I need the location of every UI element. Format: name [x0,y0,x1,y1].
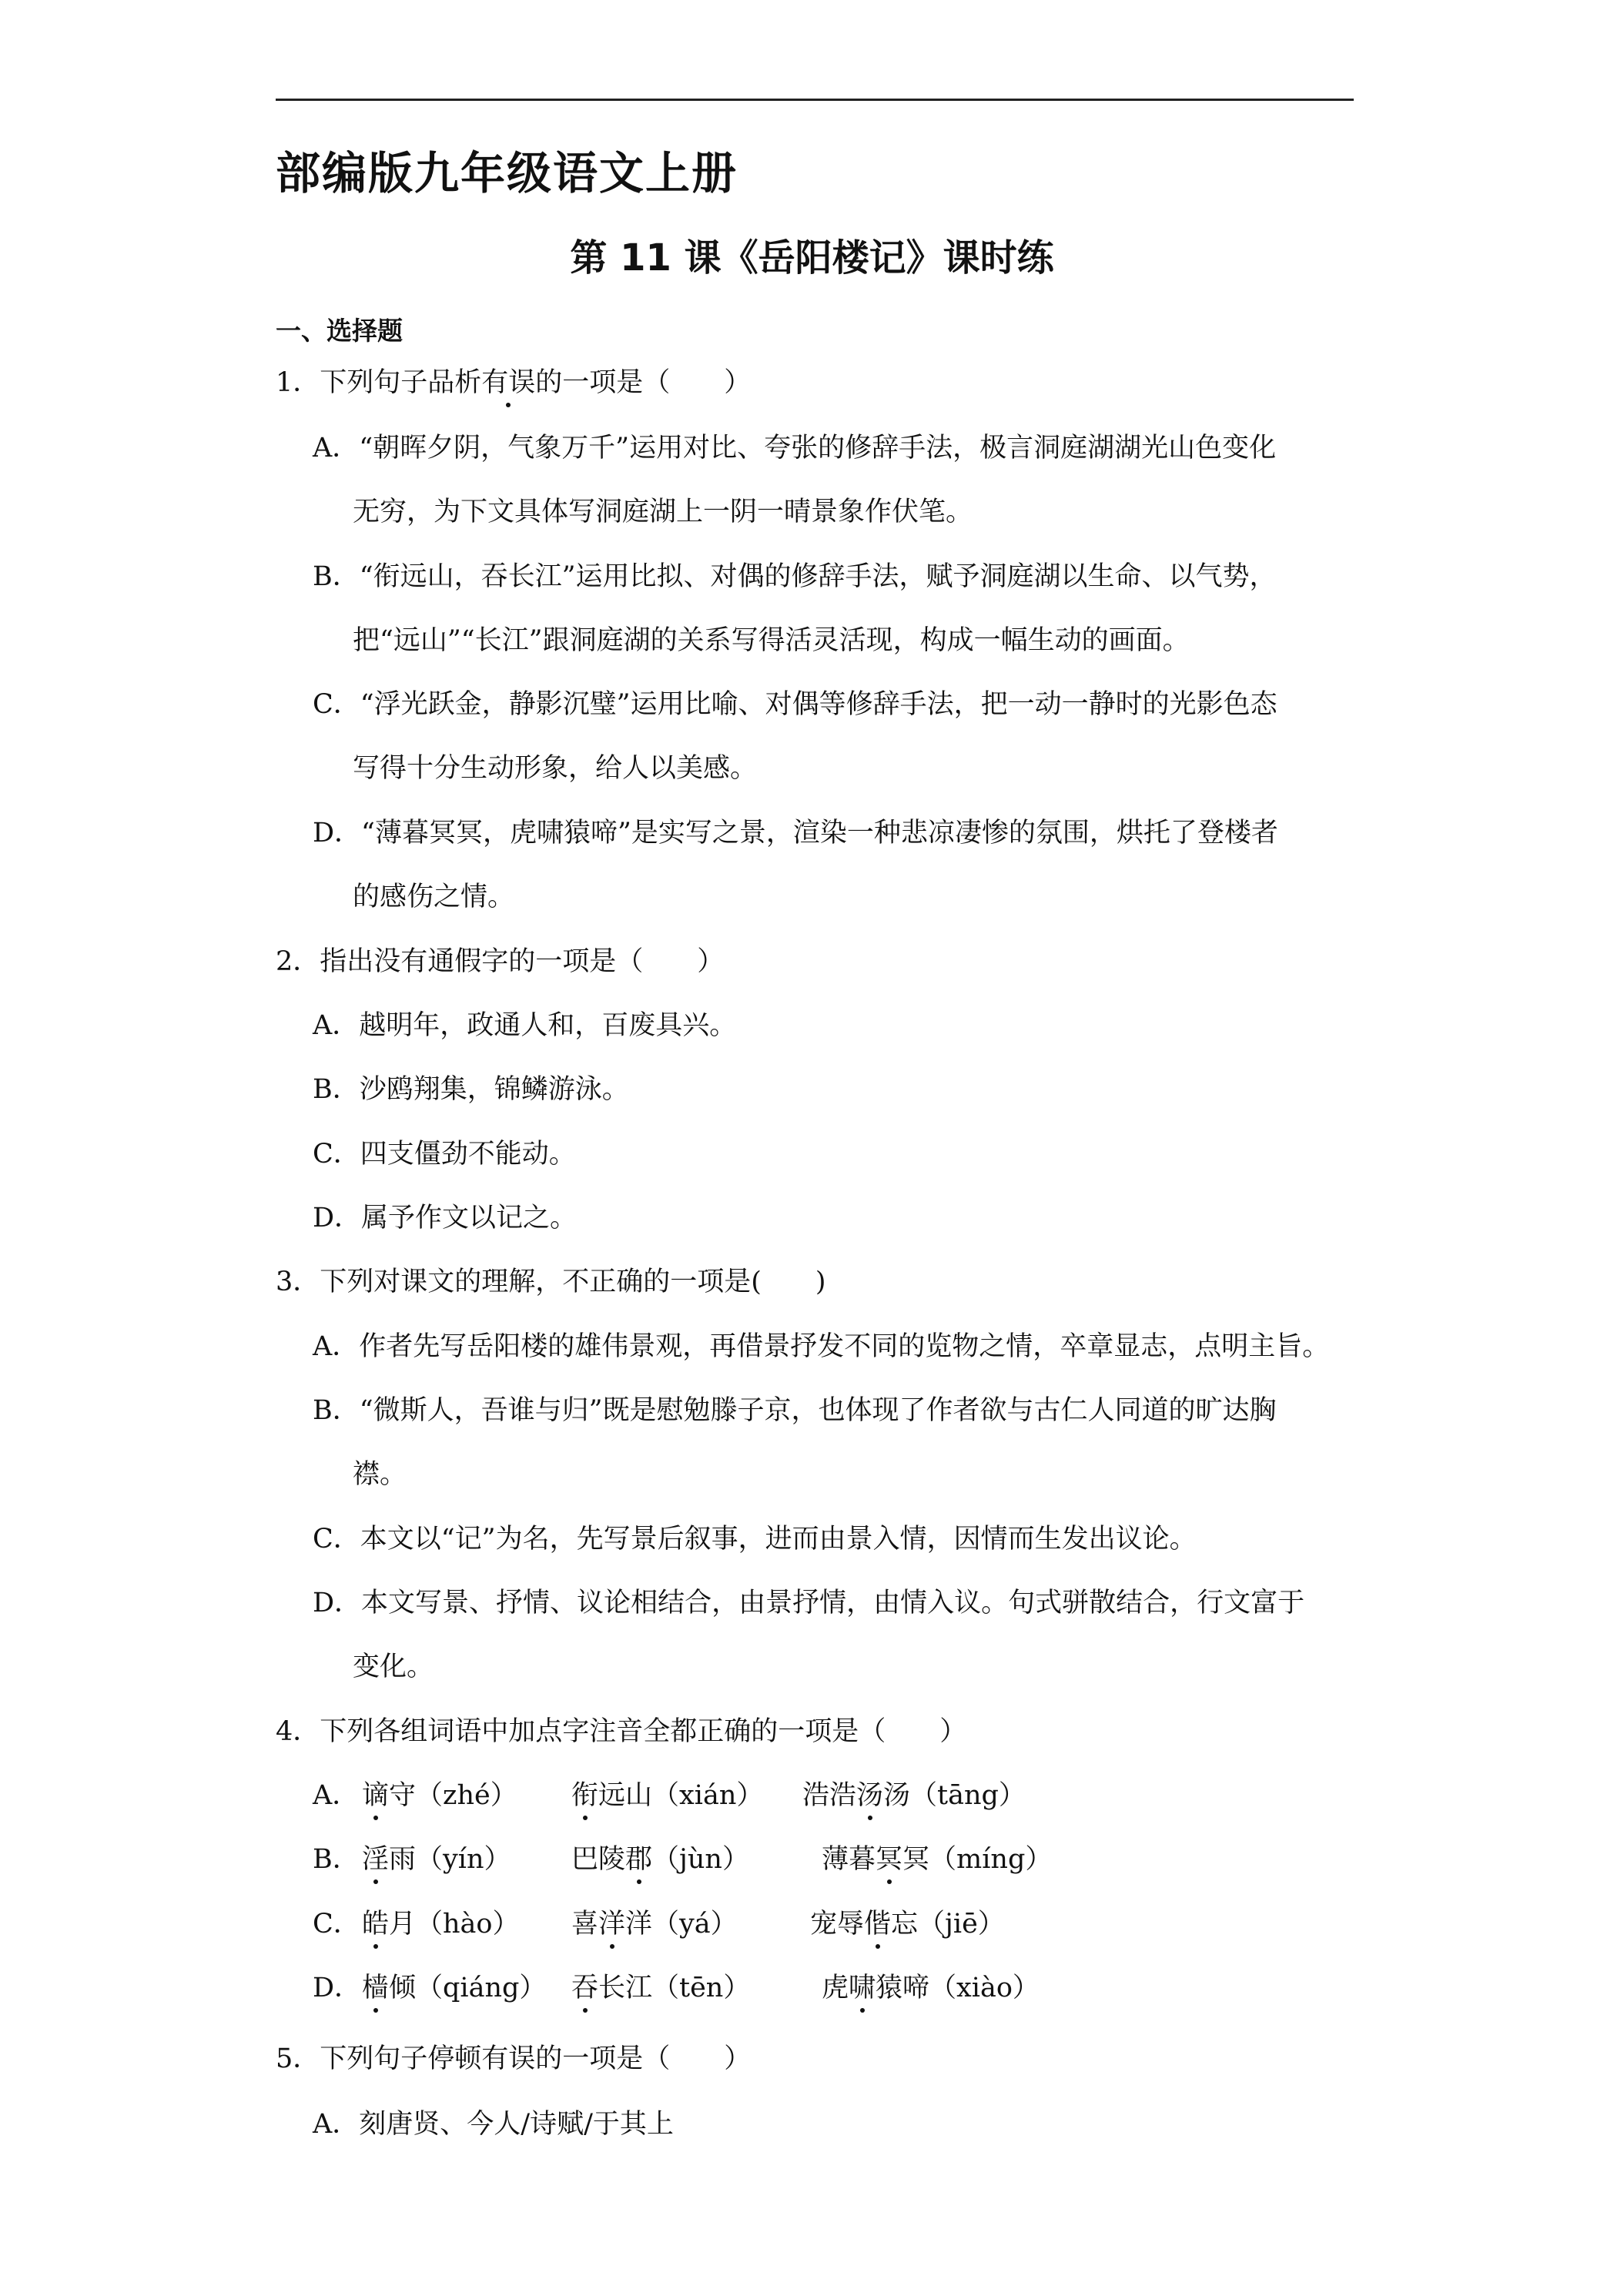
pinyin-item: 巴陵郡（jùn） [571,1844,749,1875]
question-2-stem: 2．指出没有通假字的一项是（ ） [276,946,725,977]
pinyin-item: 樯倾（qiáng） [362,1973,547,2003]
question-3-stem: 3．下列对课文的理解，不正确的一项是( ) [276,1267,826,1297]
dotted-character: 偕 [864,1909,892,1940]
question-4-option-a: A． 谪守（zhé） 衔远山（xián） 浩浩汤汤（tāng） [313,1780,1026,1811]
dotted-character: 衔 [571,1780,599,1811]
question-2-option-c: C．四支僵劲不能动。 [313,1139,576,1170]
dotted-character: 汤 [856,1780,884,1811]
question-3-option-d-cont: 变化。 [353,1652,434,1682]
question-4-option-d: D．樯倾（qiáng） 吞长江（tēn） 虎啸猿啼（xiào） [313,1973,1040,2003]
question-3-option-b-cont: 襟。 [353,1459,407,1490]
pinyin-item: 衔远山（xián） [571,1780,764,1811]
top-rule [276,99,1354,101]
dotted-character: 郡 [625,1844,653,1875]
dotted-character: 谪 [362,1780,390,1811]
dotted-character: 樯 [362,1973,390,2003]
question-4-stem: 4．下列各组词语中加点字注音全都正确的一项是（ ） [276,1716,967,1747]
question-5-option-a: A．刻唐贤、今人/诗赋/于其上 [313,2109,674,2140]
question-2-option-d: D．属予作文以记之。 [313,1203,578,1233]
dotted-character: 冥 [876,1844,903,1875]
question-3-option-b: B．“微斯人，吾谁与归”既是慰勉滕子京，也体现了作者欲与古仁人同道的旷达胸 [313,1395,1277,1426]
dotted-character: 啸 [849,1973,876,2003]
question-1-option-d: D．“薄暮冥冥，虎啸猿啼”是实写之景，渲染一种悲凉凄惨的氛围，烘托了登楼者 [313,818,1278,848]
dotted-character: 皓 [362,1909,390,1940]
question-3-option-a: A．作者先写岳阳楼的雄伟景观，再借景抒发不同的览物之情，卒章显志，点明主旨。 [313,1331,1330,1362]
question-1-option-c: C．“浮光跃金，静影沉璧”运用比喻、对偶等修辞手法，把一动一静时的光影色态 [313,689,1277,720]
pinyin-item: 吞长江（tēn） [571,1973,751,2003]
question-1-option-c-cont: 写得十分生动形象，给人以美感。 [353,753,758,784]
emphasis-dotted-text: 有误 [481,367,536,398]
lesson-title: 第 11 课《岳阳楼记》课时练 [570,236,1054,279]
pinyin-item: 浩浩汤汤（tāng） [802,1780,1026,1811]
pinyin-item: 薄暮冥冥（míng） [822,1844,1053,1875]
pinyin-item: 谪守（zhé） [362,1780,517,1811]
question-3-option-c: C．本文以“记”为名，先写景后叙事，进而由景入情，因情而生发出议论。 [313,1524,1197,1555]
section-heading: 一、选择题 [276,316,403,346]
pinyin-item: 淫雨（yín） [362,1844,511,1875]
question-2-option-a: A．越明年，政通人和，百废具兴。 [313,1010,737,1041]
dotted-character: 吞 [571,1973,599,2003]
dotted-character: 淫 [362,1844,390,1875]
pinyin-item: 喜洋洋（yá） [571,1909,738,1940]
pinyin-item: 虎啸猿啼（xiào） [822,1973,1040,2003]
question-4-option-c: C．皓月（hào） 喜洋洋（yá） 宠辱偕忘（jiē） [313,1909,1005,1940]
document-title: 部编版九年级语文上册 [276,147,738,199]
question-1-option-d-cont: 的感伤之情。 [353,882,515,912]
question-1-option-a: A．“朝晖夕阴，气象万千”运用对比、夸张的修辞手法，极言洞庭湖湖光山色变化 [313,433,1277,464]
pinyin-item: 皓月（hào） [362,1909,520,1940]
question-5-stem: 5．下列句子停顿有误的一项是（ ） [276,2043,752,2074]
question-1-option-b: B．“衔远山，吞长江”运用比拟、对偶的修辞手法，赋予洞庭湖以生命、以气势， [313,561,1277,592]
question-4-option-b: B．淫雨（yín） 巴陵郡（jùn） 薄暮冥冥（míng） [313,1844,1053,1875]
question-3-option-d: D．本文写景、抒情、议论相结合，由景抒情，由情入议。句式骈散结合，行文富于 [313,1588,1305,1618]
question-1-option-b-cont: 把“远山”“长江”跟洞庭湖的关系写得活灵活现，构成一幅生动的画面。 [353,625,1190,656]
question-1-stem: 1．下列句子品析有误的一项是（ ） [276,367,752,398]
pinyin-item: 宠辱偕忘（jiē） [810,1909,1005,1940]
dotted-character: 洋 [598,1909,626,1940]
question-2-option-b: B．沙鸥翔集，锦鳞游泳。 [313,1074,629,1105]
question-1-option-a-cont: 无穷，为下文具体写洞庭湖上一阴一晴景象作伏笔。 [353,497,973,527]
